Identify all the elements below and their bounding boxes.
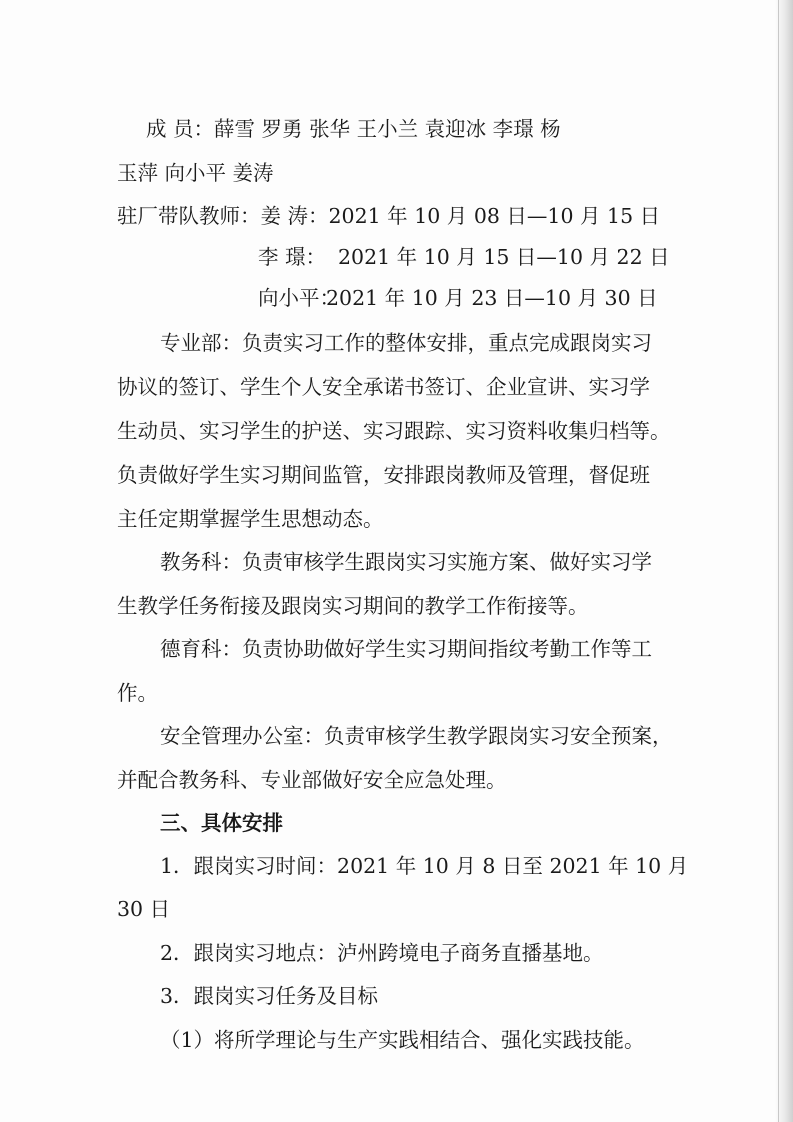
teacher-name: 向小平： (258, 286, 340, 310)
paragraph-line: 专业部：负责实习工作的整体安排，重点完成跟岗实习 (160, 331, 652, 355)
teacher-period: 2021 年 10 月 23 日—10 月 30 日 (326, 286, 658, 310)
schedule-time-line-2: 30 日 (117, 897, 171, 921)
members-names-1: 薛雪 罗勇 张华 王小兰 袁迎冰 李璟 杨 (214, 117, 561, 141)
paragraph-line: 主任定期掌握学生思想动态。 (117, 507, 384, 531)
teacher-period: 2021 年 10 月 15 日—10 月 22 日 (338, 245, 670, 269)
teacher-row-2 (258, 244, 670, 270)
paragraph-line: 协议的签订、学生个人安全承诺书签订、企业宣讲、实习学 (117, 375, 650, 399)
teacher-name: 姜 涛： (260, 204, 329, 228)
teacher-period: 2021 年 10 月 08 日—10 月 15 日 (328, 204, 661, 228)
paragraph-line: 教务科：负责审核学生跟岗实习实施方案、做好实习学 (160, 550, 652, 574)
members-line-1 (146, 116, 561, 142)
teacher-name: 李 璟： (258, 245, 327, 269)
schedule-time-line-1: 1．跟岗实习时间：2021 年 10 月 8 日至 2021 年 10 月 (160, 854, 689, 878)
teacher-row-1 (117, 203, 660, 229)
paragraph-line: 德育科：负责协助做好学生实习期间指纹考勤工作等工 (160, 637, 652, 661)
paragraph-line: 生教学任务衔接及跟岗实习期间的教学工作衔接等。 (117, 594, 589, 618)
members-line-2: 玉萍 向小平 姜涛 (117, 161, 274, 185)
paragraph-line: 作。 (117, 681, 158, 705)
page-edge-line (778, 0, 779, 1122)
section-heading: 三、具体安排 (160, 811, 283, 835)
paragraph-line: 安全管理办公室：负责审核学生教学跟岗实习安全预案， (160, 724, 673, 748)
paragraph-line: 负责做好学生实习期间监管，安排跟岗教师及管理，督促班 (117, 463, 650, 487)
teachers-label: 驻厂带队教师： (117, 204, 261, 228)
schedule-task-sub-1: （1）将所学理论与生产实践相结合、强化实践技能。 (160, 1028, 645, 1052)
paragraph-line: 并配合教务科、专业部做好安全应急处理。 (117, 768, 507, 792)
teacher-row-3 (258, 285, 658, 311)
members-label: 成 员： (146, 117, 215, 141)
schedule-location: 2．跟岗实习地点：泸州跨境电子商务直播基地。 (160, 941, 604, 965)
schedule-task-heading: 3．跟岗实习任务及目标 (160, 984, 379, 1008)
paragraph-line: 生动员、实习学生的护送、实习跟踪、实习资料收集归档等。 (117, 419, 671, 443)
